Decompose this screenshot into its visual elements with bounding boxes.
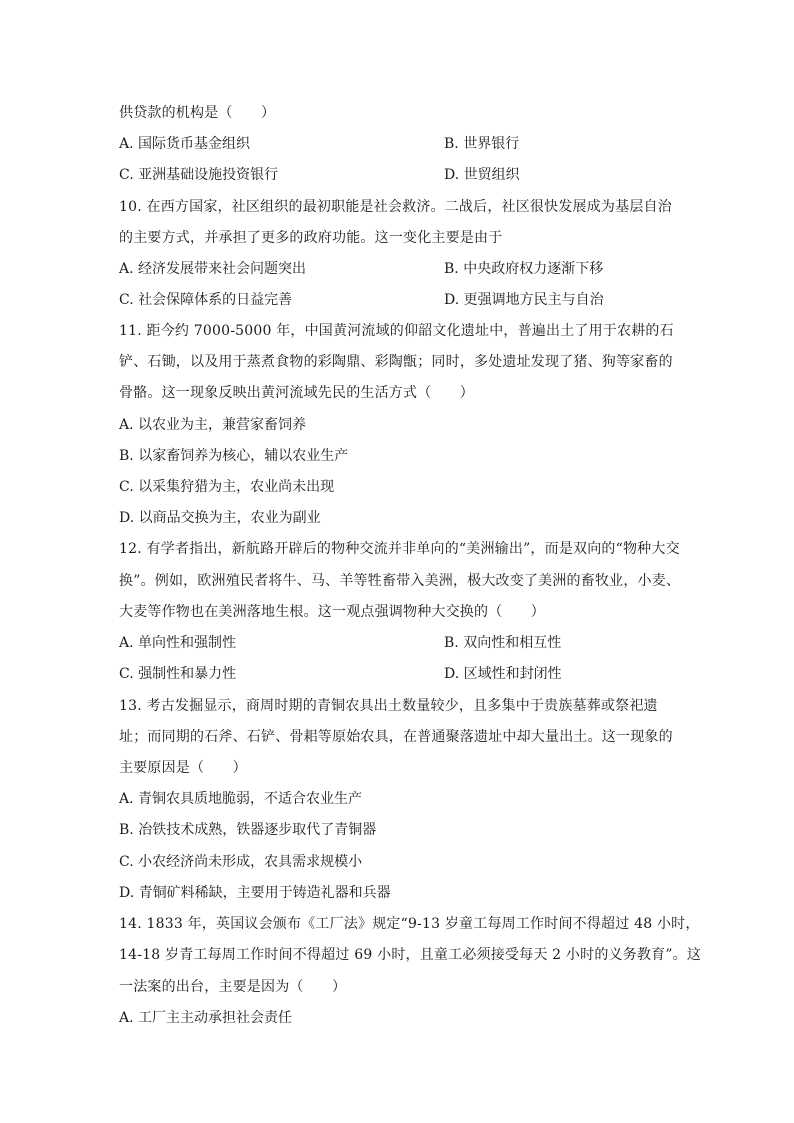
q9-stem-tail: 供贷款的机构是（ ） bbox=[119, 105, 276, 121]
q9-option-b: B. 世界银行 bbox=[444, 136, 520, 152]
q9-option-c: C. 亚洲基础设施投资银行 bbox=[119, 167, 279, 183]
q13-option-c: C. 小农经济尚未形成，农具需求规模小 bbox=[119, 854, 363, 870]
q13-stem-line1: 13. 考古发掘显示，商周时期的青铜农具出土数量较少，且多集中于贵族墓葬或祭祀遗 bbox=[119, 698, 658, 714]
q10-option-b: B. 中央政府权力逐渐下移 bbox=[444, 261, 604, 277]
q9-option-d: D. 世贸组织 bbox=[444, 167, 520, 183]
q11-option-d: D. 以商品交换为主，农业为副业 bbox=[119, 510, 321, 526]
q14-option-a: A. 工厂主主动承担社会责任 bbox=[119, 1010, 293, 1026]
q10-option-c: C. 社会保障体系的日益完善 bbox=[119, 292, 293, 308]
q11-option-b: B. 以家畜饲养为核心，辅以农业生产 bbox=[119, 448, 349, 464]
q14-stem-line3: 一法案的出台，主要是因为（ ） bbox=[119, 979, 347, 995]
q10-option-d: D. 更强调地方民主与自治 bbox=[444, 292, 604, 308]
q14-stem-line1: 14. 1833 年，英国议会颁布《工厂法》规定“9-13 岁童工每周工作时间不得超过 48 小时， bbox=[119, 916, 700, 932]
q13-stem-line2: 址；而同期的石斧、石铲、骨耜等原始农具，在普通聚落遗址中却大量出土。这一现象的 bbox=[119, 729, 673, 745]
q14-stem-line2: 14-18 岁青工每周工作时间不得超过 69 小时，且童工必须接受每天 2 小时的义务教育”。这 bbox=[119, 947, 702, 963]
q11-stem-line1: 11. 距今约 7000-5000 年，中国黄河流域的仰韶文化遗址中，普遍出土了用于农耕的石 bbox=[119, 323, 674, 339]
q13-option-d: D. 青铜矿料稀缺，主要用于铸造礼器和兵器 bbox=[119, 885, 391, 901]
q11-stem-line3: 骨骼。这一现象反映出黄河流域先民的生活方式（ ） bbox=[119, 385, 474, 401]
q13-option-b: B. 冶铁技术成熟，铁器逐步取代了青铜器 bbox=[119, 822, 377, 838]
q12-option-a: A. 单向性和强制性 bbox=[119, 635, 237, 651]
q9-option-a: A. 国际货币基金组织 bbox=[119, 136, 251, 152]
q11-option-a: A. 以农业为主，兼营家畜饲养 bbox=[119, 417, 307, 433]
q12-stem-line3: 大麦等作物也在美洲落地生根。这一观点强调物种大交换的（ ） bbox=[119, 604, 545, 620]
q13-stem-line3: 主要原因是（ ） bbox=[119, 760, 247, 776]
q12-option-d: D. 区域性和封闭性 bbox=[444, 666, 562, 682]
q12-option-c: C. 强制性和暴力性 bbox=[119, 666, 237, 682]
q11-option-c: C. 以采集狩猎为主，农业尚未出现 bbox=[119, 479, 335, 495]
q12-option-b: B. 双向性和相互性 bbox=[444, 635, 562, 651]
q12-stem-line2: 换”。例如，欧洲殖民者将牛、马、羊等牲畜带入美洲，极大改变了美洲的畜牧业，小麦、 bbox=[119, 573, 681, 589]
q10-stem-line2: 的主要方式，并承担了更多的政府功能。这一变化主要是由于 bbox=[119, 230, 503, 246]
q10-option-a: A. 经济发展带来社会问题突出 bbox=[119, 261, 307, 277]
q11-stem-line2: 铲、石锄，以及用于蒸煮食物的彩陶鼎、彩陶甑；同时，多处遗址发现了猪、狗等家畜的 bbox=[119, 354, 673, 370]
q12-stem-line1: 12. 有学者指出，新航路开辟后的物种交流并非单向的“美洲输出”，而是双向的“物种大交 bbox=[119, 541, 680, 557]
q13-option-a: A. 青铜农具质地脆弱，不适合农业生产 bbox=[119, 791, 363, 807]
q10-stem-line1: 10. 在西方国家，社区组织的最初职能是社会救济。二战后，社区很快发展成为基层自治 bbox=[119, 199, 672, 215]
